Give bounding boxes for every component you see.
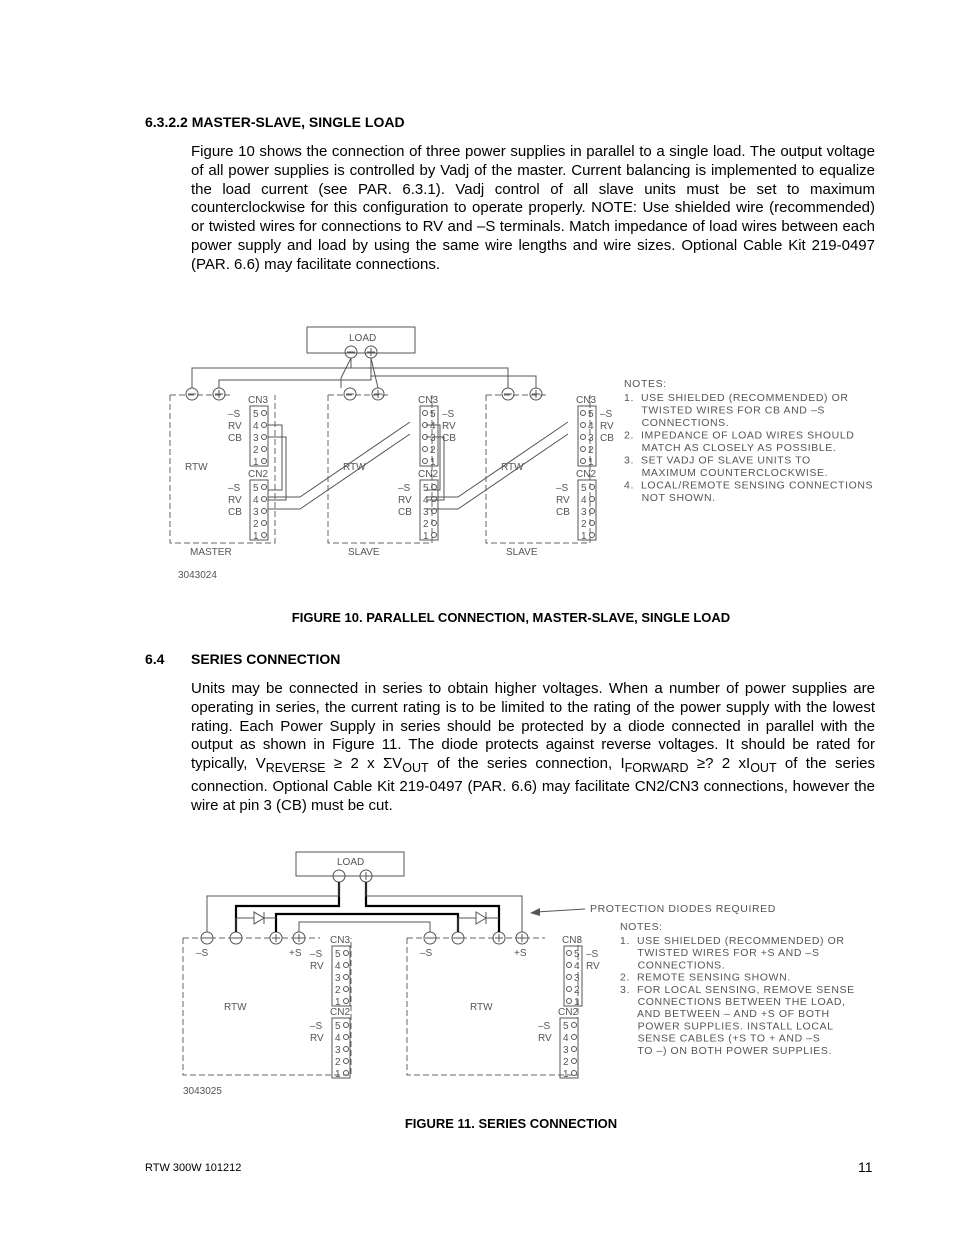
rtw-label: RTW <box>185 462 208 473</box>
note-line: 3. SET VADJ OF SLAVE UNITS TO <box>624 454 811 467</box>
pin-number: 3 <box>574 973 580 984</box>
pin-number: 2 <box>335 985 341 996</box>
pin-number: 3 <box>588 433 594 444</box>
cn2-connector <box>538 1007 578 1080</box>
note-line: NOT SHOWN. <box>624 492 716 504</box>
page-number: 11 <box>858 1159 873 1175</box>
pin-number: 5 <box>253 409 259 420</box>
pin-terminal <box>344 999 349 1004</box>
connector-title: CN2 <box>558 1007 579 1018</box>
note-line: TWISTED WIRES FOR +S AND –S <box>620 947 820 960</box>
terminal-label: CB <box>442 433 456 444</box>
pin-number: 5 <box>574 949 580 960</box>
note-line: AND BETWEEN – AND +S OF BOTH <box>620 1008 830 1021</box>
connector-title: CN3 <box>562 935 583 946</box>
pin-number: 3 <box>253 433 259 444</box>
section-heading-6-4: SERIES CONNECTION <box>191 651 341 667</box>
unit-label: SLAVE <box>506 547 538 558</box>
terminal-label: –S <box>538 1021 551 1032</box>
pin-number: 4 <box>253 421 259 432</box>
pin-number: 5 <box>588 409 594 420</box>
pin-number: 1 <box>253 457 259 468</box>
figure-11-caption: FIGURE 11. SERIES CONNECTION <box>404 1116 618 1131</box>
pin-terminal <box>344 1047 349 1052</box>
note-line: POWER SUPPLIES. INSTALL LOCAL <box>620 1020 834 1033</box>
pin-terminal <box>572 1023 577 1028</box>
pin-terminal <box>567 975 572 980</box>
pin-terminal <box>572 1059 577 1064</box>
unit-label: MASTER <box>190 547 232 558</box>
pin-number: 4 <box>335 961 341 972</box>
pin-number: 3 <box>423 507 429 518</box>
pin-number: 4 <box>253 495 259 506</box>
pin-terminal <box>567 987 572 992</box>
pin-number: 4 <box>430 421 436 432</box>
terminal-label: –S <box>442 409 455 420</box>
notes-title: NOTES: <box>624 378 667 390</box>
pin-number: 1 <box>335 997 341 1008</box>
sub-forward: FORWARD <box>624 761 689 776</box>
terminal-label: RV <box>538 1033 552 1044</box>
connector-title: CN3 <box>248 395 269 406</box>
pin-number: 4 <box>574 961 580 972</box>
pin-number: 4 <box>588 421 594 432</box>
figure-10-caption: FIGURE 10. PARALLEL CONNECTION, MASTER-SLAVE, SINGLE LOAD <box>291 610 731 625</box>
terminal-label: CB <box>600 433 614 444</box>
note-line: MAXIMUM COUNTERCLOCKWISE. <box>624 467 829 479</box>
section-6-4-text-3: of the series connection, I <box>428 755 625 773</box>
terminal-minus-s-label: –S <box>420 948 433 959</box>
rtw-label: RTW <box>501 462 524 473</box>
terminal-label: –S <box>556 483 569 494</box>
note-line: 1. USE SHIELDED (RECOMMENDED) OR <box>620 935 845 947</box>
pin-number: 3 <box>430 433 436 444</box>
pin-number: 5 <box>581 483 587 494</box>
pin-number: 5 <box>563 1021 569 1032</box>
pin-terminal <box>344 951 349 956</box>
terminal-plus-s-label: +S <box>289 948 302 959</box>
pin-number: 4 <box>423 495 429 506</box>
section-6-4-text-2: ≥ 2 x ΣV <box>325 755 403 773</box>
terminal-label: –S <box>228 483 241 494</box>
pin-number: 4 <box>335 1033 341 1044</box>
sub-out-2: OUT <box>750 761 777 776</box>
pin-number: 5 <box>335 1021 341 1032</box>
pin-number: 3 <box>253 507 259 518</box>
terminal-label: CB <box>228 433 242 444</box>
terminal-label: –S <box>398 483 411 494</box>
pin-number: 1 <box>574 997 580 1008</box>
pin-number: 3 <box>563 1045 569 1056</box>
pin-number: 1 <box>563 1069 569 1080</box>
terminal-label: RV <box>310 1033 324 1044</box>
terminal-label: CB <box>228 507 242 518</box>
terminal-label: –S <box>310 1021 323 1032</box>
terminal-plus-s-label: +S <box>514 948 527 959</box>
pin-terminal <box>567 963 572 968</box>
pin-number: 5 <box>335 949 341 960</box>
connector-title: CN2 <box>330 1007 351 1018</box>
unit-label: SLAVE <box>348 547 380 558</box>
note-line: 2. REMOTE SENSING SHOWN. <box>620 971 791 984</box>
footer-doc-id: RTW 300W 101212 <box>145 1162 242 1174</box>
note-line: 4. LOCAL/REMOTE SENSING CONNECTIONS <box>624 479 874 492</box>
connector-title: CN3 <box>330 935 351 946</box>
terminal-label: –S <box>586 949 599 960</box>
terminal-label: RV <box>398 495 412 506</box>
pin-number: 3 <box>581 507 587 518</box>
cn2-connector <box>310 1007 350 1080</box>
note-line: SENSE CABLES (+S TO + AND –S <box>620 1032 821 1045</box>
pin-number: 2 <box>335 1057 341 1068</box>
pin-terminal <box>344 975 349 980</box>
pin-number: 1 <box>588 457 594 468</box>
pin-number: 3 <box>335 1045 341 1056</box>
pin-number: 5 <box>253 483 259 494</box>
note-line: 2. IMPEDANCE OF LOAD WIRES SHOULD <box>624 429 855 442</box>
figure-11-drawing-number: 3043025 <box>183 1086 222 1097</box>
note-line: TWISTED WIRES FOR CB AND –S <box>624 404 826 417</box>
connector-title: CN3 <box>576 395 597 406</box>
pin-terminal <box>344 963 349 968</box>
cn3-connector <box>310 935 350 1008</box>
terminal-minus-s-label: –S <box>196 948 209 959</box>
rtw-label: RTW <box>343 462 366 473</box>
pin-terminal <box>344 1035 349 1040</box>
connector-title: CN2 <box>576 469 597 480</box>
figure-10-load-label: LOAD <box>349 333 377 344</box>
pin-terminal <box>572 1035 577 1040</box>
pin-number: 1 <box>423 531 429 542</box>
connector-title: CN2 <box>248 469 269 480</box>
pin-number: 2 <box>430 445 436 456</box>
terminal-label: RV <box>556 495 570 506</box>
connector-title: CN2 <box>418 469 439 480</box>
sub-out-1: OUT <box>402 761 429 776</box>
pin-number: 1 <box>253 531 259 542</box>
terminal-label: CB <box>556 507 570 518</box>
section-heading-6-4-number: 6.4 <box>145 651 165 667</box>
pin-terminal <box>344 987 349 992</box>
pin-terminal <box>572 1071 577 1076</box>
pin-number: 5 <box>423 483 429 494</box>
pin-number: 4 <box>581 495 587 506</box>
pin-number: 2 <box>574 985 580 996</box>
section-6-4-text-5: of the series connection. Optional Cable Kit 219-0497 (PAR. 6.6) may facilitate CN2/CN3 connections, however the wire at pin 3 (CB) must be cut. <box>191 755 875 814</box>
pin-terminal <box>344 1059 349 1064</box>
section-body-6-3-2-2: Figure 10 shows the connection of three power supplies in parallel to a single load. The output voltage of all power supplies is controlled by Vadj of the master. Current balancing is implemented to equalize the load current (see PAR. 6.3.1). Vadj control of all slave units must be set to maximum counterclockwise for this configuration to operate properly. NOTE: Use shielded wire (recommended) or twisted wires for connections to RV and –S terminals. Match impedance of load wires between each power supply and load by using the same wire lengths and wire sizes. Optional Cable Kit 219-0497 (PAR. 6.6) may facilitate connections. <box>191 143 875 273</box>
section-6-4-text-1: Units may be connected in series to obtain higher voltages. When a number of power supplies are operating in series, the current rating is to be limited to the rating of the power supply with the lowest rating. Each Power Supply in series should be protected by a diode connected in parallel with the output as shown in Figure 11. The diode protects against reverse voltages. It should be rated for typically, V <box>191 680 875 773</box>
pin-number: 5 <box>430 409 436 420</box>
pin-number: 1 <box>335 1069 341 1080</box>
pin-number: 1 <box>581 531 587 542</box>
pin-number: 2 <box>581 519 587 530</box>
pin-terminal <box>567 951 572 956</box>
note-line: MATCH AS CLOSELY AS POSSIBLE. <box>624 442 837 454</box>
rtw-label: RTW <box>470 1002 493 1013</box>
figure-11-load-label: LOAD <box>337 857 365 868</box>
terminal-label: –S <box>228 409 241 420</box>
section-heading-6-3-2-2: 6.3.2.2 MASTER-SLAVE, SINGLE LOAD <box>145 114 405 130</box>
pin-number: 1 <box>430 457 436 468</box>
notes-title: NOTES: <box>620 921 663 933</box>
note-line: TO –) ON BOTH POWER SUPPLIES. <box>620 1044 832 1057</box>
pin-terminal <box>567 999 572 1004</box>
figure-10-drawing-number: 3043024 <box>178 570 217 581</box>
terminal-label: RV <box>442 421 456 432</box>
terminal-label: RV <box>228 495 242 506</box>
terminal-label: –S <box>310 949 323 960</box>
pin-number: 2 <box>563 1057 569 1068</box>
pin-number: 2 <box>253 445 259 456</box>
terminal-label: RV <box>586 961 600 972</box>
pin-terminal <box>572 1047 577 1052</box>
pin-number: 2 <box>253 519 259 530</box>
terminal-label: RV <box>228 421 242 432</box>
pin-number: 4 <box>563 1033 569 1044</box>
terminal-label: –S <box>600 409 613 420</box>
cn3-connector <box>562 935 600 1008</box>
rtw-label: RTW <box>224 1002 247 1013</box>
note-line: 1. USE SHIELDED (RECOMMENDED) OR <box>624 392 849 404</box>
pin-terminal <box>344 1023 349 1028</box>
pin-number: 2 <box>423 519 429 530</box>
terminal-label: CB <box>398 507 412 518</box>
sub-reverse: REVERSE <box>265 761 326 776</box>
pin-number: 2 <box>588 445 594 456</box>
figure-11-callout: PROTECTION DIODES REQUIRED <box>590 903 776 915</box>
pin-number: 3 <box>335 973 341 984</box>
note-line: CONNECTIONS. <box>624 417 730 429</box>
terminal-label: RV <box>310 961 324 972</box>
terminal-label: RV <box>600 421 614 432</box>
note-line: CONNECTIONS. <box>620 959 726 972</box>
section-6-4-text-4: ≥? 2 xI <box>688 755 751 773</box>
connector-title: CN3 <box>418 395 439 406</box>
note-line: CONNECTIONS BETWEEN THE LOAD, <box>620 996 846 1008</box>
note-line: 3. FOR LOCAL SENSING, REMOVE SENSE <box>620 983 855 996</box>
